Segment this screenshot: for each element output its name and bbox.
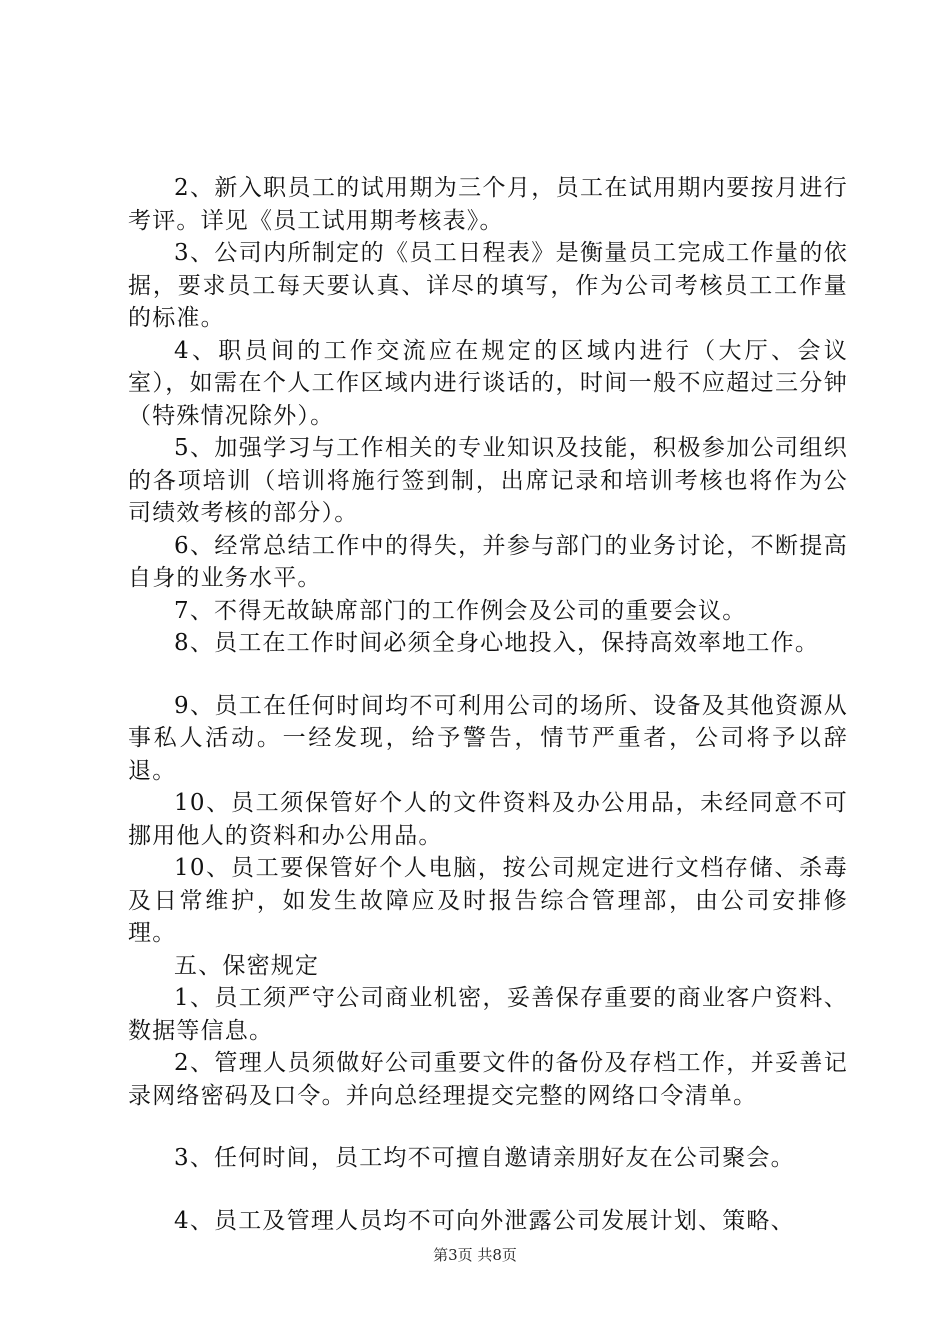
paragraph-item-9: 9、员工在任何时间均不可利用公司的场所、设备及其他资源从事私人活动。一经发现，给予警告，情节严重者，公司将予以辞退。: [128, 692, 848, 784]
confidentiality-item-1: 1、员工须严守公司商业机密，妥善保存重要的商业客户资料、数据等信息。: [128, 985, 848, 1044]
paragraph-item-8: 8、员工在工作时间必须全身心地投入，保持高效率地工作。: [174, 630, 820, 656]
paragraph-item-10b: 10、员工要保管好个人电脑，按公司规定进行文档存储、杀毒及日常维护，如发生故障应及时报告综合管理部，由公司安排修理。: [128, 855, 848, 946]
paragraph-item-7: 7、不得无故缺席部门的工作例会及公司的重要会议。: [174, 597, 747, 624]
paragraph-item-3: 3、公司内所制定的《员工日程表》是衡量员工完成工作量的依据，要求员工每天要认真、详尽的填写，作为公司考核员工工作量的标准。: [128, 240, 848, 331]
confidentiality-item-4: 4、员工及管理人员均不可向外泄露公司发展计划、策略、: [174, 1207, 795, 1234]
paragraph-item-2: 2、新入职员工的试用期为三个月，员工在试用期内要按月进行考评。详见《员工试用期考核表》。: [128, 175, 848, 234]
paragraph-item-10a: 10、员工须保管好个人的文件资料及办公用品，未经同意不可挪用他人的资料和办公用品。: [128, 790, 848, 849]
page-number-footer: 第3页 共8页: [433, 1246, 517, 1264]
paragraph-item-4: 4、职员间的工作交流应在规定的区域内进行（大厅、会议室），如需在个人工作区域内进行谈话的，时间一般不应超过三分钟（特殊情况除外）。: [128, 337, 848, 429]
section-heading-confidentiality: 五、保密规定: [174, 952, 320, 979]
document-body: [128, 172, 848, 1237]
paragraph-item-5: 5、加强学习与工作相关的专业知识及技能，积极参加公司组织的各项培训（培训将施行签到制，出席记录和培训考核也将作为公司绩效考核的部分）。: [128, 435, 848, 526]
confidentiality-item-3: 3、任何时间，员工均不可擅自邀请亲朋好友在公司聚会。: [174, 1145, 795, 1171]
paragraph-item-6: 6、经常总结工作中的得失，并参与部门的业务讨论，不断提高自身的业务水平。: [128, 532, 848, 591]
confidentiality-item-2: 2、管理人员须做好公司重要文件的备份及存档工作，并妥善记录网络密码及口令。并向总经理提交完整的网络口令清单。: [128, 1050, 848, 1109]
